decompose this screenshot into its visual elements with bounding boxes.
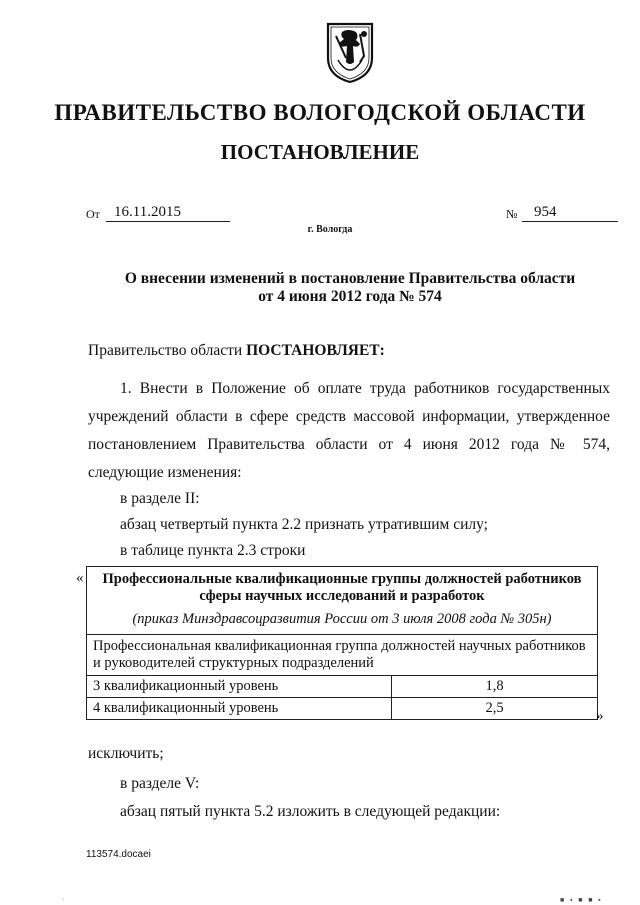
document-type: ПОСТАНОВЛЕНИЕ xyxy=(220,140,420,164)
organization-title: ПРАВИТЕЛЬСТВО ВОЛОГОДСКОЙ ОБЛАСТИ xyxy=(54,100,586,125)
table-header-cell xyxy=(87,567,598,635)
table-header-row xyxy=(87,567,598,635)
table-header-italic: (приказ Минздравсоцразвития России от 3 июля 2008 года № 305н) xyxy=(132,611,552,627)
item-1: 1. Внести в Положение об оплате труда работников государственных учреждений области в сфере средств массовой информации, утвержденное постановлением Правительства области от 4 июня 2012 года № 574, следующие изменения: xyxy=(88,380,610,481)
table-level-cell: 3 квалификационный уровень xyxy=(87,676,392,698)
scan-mark-left: · xyxy=(62,896,65,904)
number-label: № xyxy=(506,207,518,221)
vologda-coat-of-arms-icon xyxy=(326,22,374,84)
quote-close: » xyxy=(596,708,604,724)
table-level-cell: 4 квалификационный уровень xyxy=(87,698,392,720)
table-value-cell: 2,5 xyxy=(392,698,598,720)
quote-open: « xyxy=(76,570,84,586)
document-subject xyxy=(100,270,600,306)
paragraph-2-3: в таблице пункта 2.3 строки xyxy=(120,542,306,559)
table-value-cell: 1,8 xyxy=(392,676,598,698)
subject-line-1: О внесении изменений в постановление Правительства области xyxy=(124,270,576,287)
scan-marks: ■ ▪ ■ ■ ▪ xyxy=(560,896,603,904)
qualification-table xyxy=(86,566,598,720)
subject-line-2: от 4 июня 2012 года № 574 xyxy=(258,288,442,305)
file-code: 113574.docaei xyxy=(86,849,151,860)
table-row xyxy=(87,698,598,720)
table-group-cell: Профессиональная квалификационная группа должностей научных работников и руководителей структурных подразделений xyxy=(87,635,598,676)
section-5-label: в разделе V: xyxy=(120,775,200,792)
decree-intro-verb: ПОСТАНОВЛЯЕТ: xyxy=(246,342,385,359)
document-date: 16.11.2015 xyxy=(106,203,230,222)
decree-intro xyxy=(88,337,385,365)
section-2-label: в разделе II: xyxy=(120,490,200,507)
paragraph-2-2: абзац четвертый пункта 2.2 признать утратившим силу; xyxy=(120,516,488,533)
city: г. Вологда xyxy=(307,224,353,235)
table-row xyxy=(87,676,598,698)
exclude-text: исключить; xyxy=(88,745,164,762)
table-group-row xyxy=(87,635,598,676)
decree-intro-prefix: Правительство области xyxy=(88,342,243,359)
paragraph-5-2: абзац пятый пункта 5.2 изложить в следующей редакции: xyxy=(120,803,501,820)
date-label: От xyxy=(86,207,100,221)
document-number: 954 xyxy=(522,203,618,222)
table-header-bold: Профессиональные квалификационные группы должностей работников сферы научных исследований и разработок xyxy=(102,571,582,604)
